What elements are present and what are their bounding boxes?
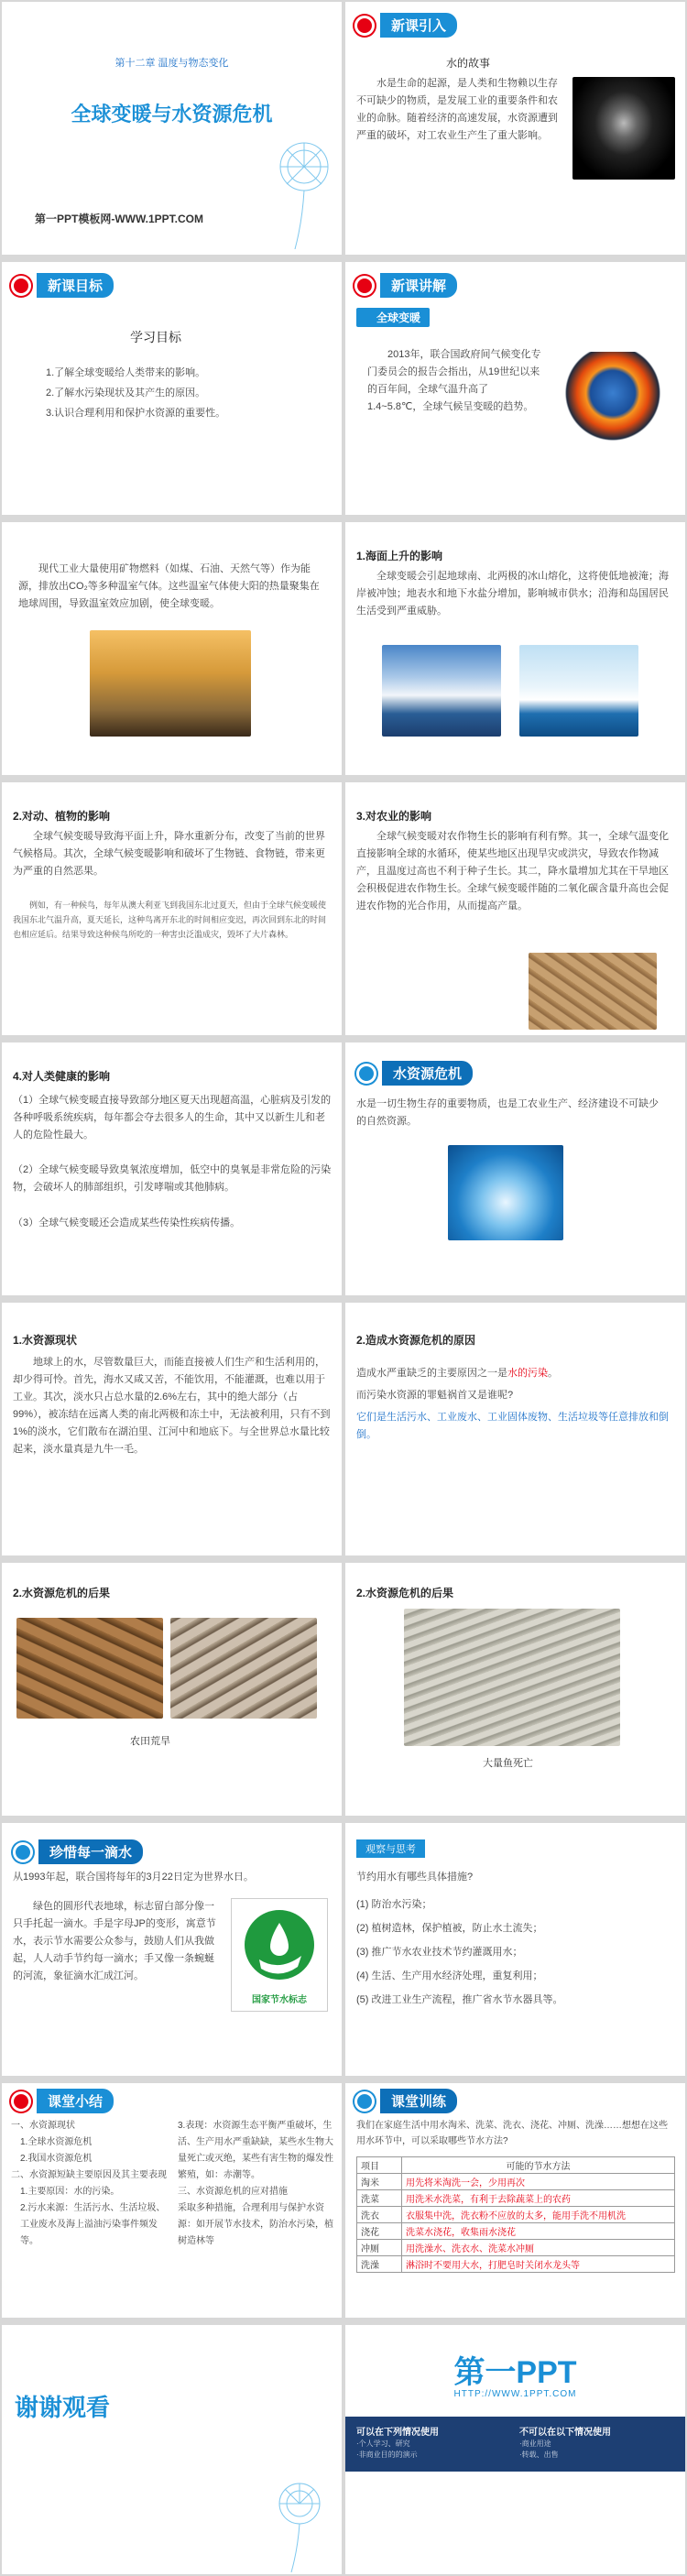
brand-logo: 第一PPT — [453, 2355, 577, 2390]
section-header: 珍惜每一滴水 — [13, 1839, 143, 1864]
bullet-icon — [13, 1842, 33, 1862]
water-saving-logo — [231, 1898, 328, 2012]
thanks-text: 谢谢观看 — [15, 2394, 111, 2421]
topic-tag: 全球变暖 — [356, 308, 430, 327]
main-title: 全球变暖与水资源危机 — [71, 103, 273, 126]
slide-subtitle: 2.对动、植物的影响 — [13, 810, 111, 823]
bullet-icon — [354, 16, 375, 36]
table-row: 冲厕 用洗澡水、洗衣水、洗菜水冲厕 — [357, 2240, 675, 2256]
drought-child-image — [170, 1618, 317, 1719]
slide-consequence-fish[interactable] — [345, 1563, 685, 1816]
slide-global-warming[interactable] — [345, 262, 685, 515]
slide-copyright[interactable] — [345, 2325, 685, 2574]
water-saving-table — [356, 2156, 675, 2273]
slide-subtitle: 3.对农业的影响 — [356, 810, 432, 823]
health-item: （1）全球气候变暖直接导致部分地区夏天出现超高温，心脏病及引发的各种呼吸系统疾病，每年都会夺去很多人的生命，其中又以新生儿和老人的危险性最大。 — [13, 1095, 332, 1141]
slide-sea-level[interactable] — [345, 522, 685, 775]
slide-goals[interactable] — [2, 262, 342, 515]
forbidden-list: ·商业用途 ·转载、出售 — [519, 2440, 559, 2459]
bullet-icon — [354, 2091, 375, 2112]
factory-smoke-image — [90, 630, 251, 737]
water-status-text: 地球上的水，尽管数量巨大，而能直接被人们生产和生活利用的，却少得可怜。首先，海水又咸又苦，不能饮用，不能灌溉，也难以用于工业。其次，淡水只占总水量的2.6%左右，其中的绝大部分（占99%），被冻结在远离人类的南北两极和冻土中，无法被利用，只有不到1%的淡水，它们散布在湖泊里、江河中和地底下。与全世界总水量比较起来，淡水量真是九牛一毛。 — [13, 1357, 331, 1455]
table-row: 淘米 用先将米淘洗一会，少用再次 — [357, 2174, 675, 2190]
animals-text: 全球气候变暖导致海平面上升，降水重新分布，改变了当前的世界气候格局。其次，全球气候变暖影响和破坏了生物链、食物链，带来更为严重的自然恶果。 — [13, 831, 325, 877]
logo-description: 绿色的圆形代表地球，标志留白部分像一只手托起一滴水。手是字母JP的变形，寓意节水，表示节水需要公众参与，鼓励人们从我做起，人人动手节约每一滴水；手又像一条蜿蜒的河流，象征滴水汇成江河。 — [13, 1901, 216, 1981]
cracked-field-image — [16, 1618, 163, 1719]
image-caption: 大量鱼死亡 — [483, 1758, 533, 1769]
slide-subtitle: 4.对人类健康的影响 — [13, 1070, 111, 1083]
table-row: 浇花 洗菜水浇花，收集雨水浇花 — [357, 2223, 675, 2240]
dandelion-icon — [267, 130, 341, 249]
section-header: 课堂小结 — [11, 2089, 114, 2113]
measures-question: 节约用水有哪些具体措施? — [356, 1872, 474, 1883]
greenhouse-text: 现代工业大量使用矿物燃料（如煤、石油、天然气等）作为能源，排放出CO₂等多种温室气体。这些温室气体使大阳的热量聚集在地球周围，导致温室效应加剧，使全球变暖。 — [18, 563, 320, 609]
measure-item: (5) 改进工业生产流程，推广省水节水器具等。 — [356, 1994, 563, 2005]
slide-agriculture[interactable] — [345, 782, 685, 1035]
section-header: 水资源危机 — [356, 1061, 473, 1086]
slide-title[interactable] — [2, 2, 342, 255]
allowed-title: 可以在下列情况使用 — [356, 2428, 439, 2438]
intro-text: 水是生命的起源，是人类和生物赖以生存不可缺少的物质，是发展工业的重要条件和农业的命脉。随着经济的高速发展，水资源遭到严重的破坏，对工农业生产生了重大影响。 — [356, 78, 558, 141]
brand-url: HTTP://WWW.1PPT.COM — [453, 2389, 577, 2399]
bullet-icon — [11, 2091, 31, 2112]
section-header: 新课引入 — [354, 13, 457, 38]
table-header: 可能的节水方法 — [402, 2157, 675, 2174]
table-row: 洗澡 淋浴时不要用大水，打肥皂时关闭水龙头等 — [357, 2256, 675, 2273]
bullet-icon — [11, 276, 31, 296]
polar-bear-image — [519, 645, 638, 737]
table-header: 项目 — [357, 2157, 402, 2174]
health-item: （3）全球气候变暖还会造成某些传染性疾病传播。 — [13, 1217, 241, 1228]
measure-item: (1) 防治水污染； — [356, 1899, 432, 1910]
agriculture-text: 全球气候变暖对农作物生长的影响有利有弊。其一，全球气温变化直接影响全球的水循环，使某些地区出现旱灾或洪灾，导致农作物减产，且温度过高也不利于种子生长。其二，降水量增加尤其在干旱地区会积极促进农作物生长。全球气候变暖伴随的二氧化碳含量升高也会促进农作物的光合作用，从而提高产量。 — [356, 831, 669, 911]
measure-item: (4) 生活、生产用水经济处理，重复利用； — [356, 1970, 543, 1981]
section-header: 课堂训练 — [354, 2089, 457, 2113]
slide-save-water[interactable] — [2, 1823, 342, 2076]
slide-measures[interactable] — [345, 1823, 685, 2076]
slide-summary[interactable] — [2, 2083, 342, 2318]
warming-text: 2013年，联合国政府间气候变化专门委员会的报告会指出，从19世纪以来的百年间，全球气温升高了1.4~5.8℃，全球气候呈变暖的趋势。 — [367, 349, 541, 412]
water-day-text: 从1993年起，联合国将每年的3月22日定为世界水日。 — [13, 1872, 254, 1883]
burning-earth-image — [558, 352, 668, 443]
summary-right: 3.表现：水资源生态平衡严重破坏，生活、生产用水严重缺缺，某些水生物大量死亡或灭绝，某些有害生物的爆发性繁殖，如：赤潮等。 三、水资源危机的应对措施 采取多种措施，合理利用与保护水资源：如开展节水技术，防治水污染，植树造林等 — [178, 2121, 333, 2246]
question-line: 而污染水资源的罪魁祸首又是谁呢? — [356, 1390, 514, 1401]
goal-item: 2.了解水污染现状及其产生的原因。 — [46, 387, 206, 398]
slide-water-crisis[interactable] — [345, 1042, 685, 1295]
highlight-text: 水的污染 — [507, 1368, 548, 1379]
cause-line: 造成水严重缺乏的主要原因之一是水的污染。 — [356, 1368, 558, 1379]
dry-land-image — [529, 953, 657, 1030]
slide-exercise[interactable] — [345, 2083, 685, 2318]
water-crisis-text: 水是一切生物生存的重要物质，也是工农业生产、经济建设不可缺少的自然资源。 — [356, 1098, 659, 1127]
slide-subtitle: 2.水资源危机的后果 — [356, 1587, 454, 1599]
example-note: 例如，有一种候鸟，每年从澳大利亚飞到我国东北过夏天，但由于全球气候变暖使我国东北气温升高，夏天延长，这种鸟离开东北的时间相应变迟，再次回到东北的时间也相应延后。结果导致这种候鸟所吃的一种害虫泛滥成灾，毁坏了大片森林。 — [13, 901, 327, 939]
summary-left: 一、水资源现状 1.全球水资源危机 2.我国水资源危机 二、水资源短缺主要原因及其主要表现 1.主要原因：水的污染。 2.污水来源：生活污水、生活垃圾、工业废水及海上溢油污染事件频发等。 — [11, 2121, 167, 2246]
health-item: （2）全球气候变暖导致臭氧浓度增加，低空中的臭氧是非常危险的污染物，会破坏人的肺部组织，引发哮喘或其他肺病。 — [13, 1164, 332, 1193]
site-label: 第一PPT模板网-WWW.1PPT.COM — [35, 213, 203, 225]
bullet-icon — [354, 276, 375, 296]
slide-subtitle: 2.水资源危机的后果 — [13, 1587, 111, 1599]
slide-subtitle: 1.水资源现状 — [13, 1334, 78, 1347]
slide-consequence-drought[interactable] — [2, 1563, 342, 1816]
sea-level-text: 全球变暖会引起地球南、北两极的冰山熔化，这将使低地被淹；海岸被冲蚀；地表水和地下水盐分增加，影响城市供水；沿海和岛国居民生活受到严重威胁。 — [356, 571, 669, 617]
goal-item: 3.认识合理利用和保护水资源的重要性。 — [46, 408, 226, 419]
exercise-question: 我们在家庭生活中用水淘米、洗菜、洗衣、浇花、冲厕、洗澡……想想在这些用水环节中，可以采取哪些节水方法? — [356, 2121, 668, 2146]
slide-intro[interactable] — [345, 2, 685, 255]
water-drop-image — [448, 1145, 563, 1240]
allowed-list: ·个人学习、研究 ·非商业目的的演示 — [356, 2440, 418, 2459]
measure-item: (3) 推广节水农业技术节约灌溉用水； — [356, 1947, 523, 1958]
license-panel — [345, 2417, 685, 2574]
dead-fish-image — [404, 1609, 620, 1746]
slide-subtitle: 水的故事 — [446, 57, 491, 70]
glacier-image — [382, 645, 501, 737]
section-header: 新课讲解 — [354, 273, 457, 298]
slide-subtitle: 2.造成水资源危机的原因 — [356, 1334, 476, 1347]
forbidden-title: 不可以在以下情况使用 — [519, 2428, 611, 2438]
image-caption: 农田荒旱 — [130, 1736, 170, 1747]
slide-greenhouse[interactable] — [2, 522, 342, 775]
eye-image — [572, 77, 675, 180]
links-area — [345, 2472, 685, 2574]
slide-water-status[interactable] — [2, 1303, 342, 1555]
slide-thanks[interactable] — [2, 2325, 342, 2574]
dandelion-icon — [267, 2472, 332, 2572]
table-row: 洗菜 用洗米水洗菜，有利于去除蔬菜上的农药 — [357, 2190, 675, 2207]
water-saving-logo-icon — [232, 1899, 327, 1987]
bullet-icon — [356, 1064, 376, 1084]
slide-crisis-cause[interactable] — [345, 1303, 685, 1555]
answer-line: 它们是生活污水、工业废水、工业固体废物、生活垃圾等任意排放和倒倒。 — [356, 1412, 669, 1440]
goal-item: 1.了解全球变暖给人类带来的影响。 — [46, 367, 206, 378]
section-header: 观察与思考 — [356, 1839, 425, 1858]
slide-animals-plants[interactable] — [2, 782, 342, 1035]
section-header: 新课目标 — [11, 273, 114, 298]
logo-caption: 国家节水标志 — [252, 1995, 307, 2005]
goals-title: 学习目标 — [130, 330, 181, 344]
chapter-label: 第十二章 温度与物态变化 — [114, 58, 229, 69]
table-row: 洗衣 衣服集中洗，洗衣粉不应放的太多，能用手洗不用机洗 — [357, 2207, 675, 2223]
slide-health[interactable] — [2, 1042, 342, 1295]
measure-item: (2) 植树造林，保护植被，防止水土流失； — [356, 1923, 543, 1934]
slide-subtitle: 1.海面上升的影响 — [356, 550, 443, 562]
